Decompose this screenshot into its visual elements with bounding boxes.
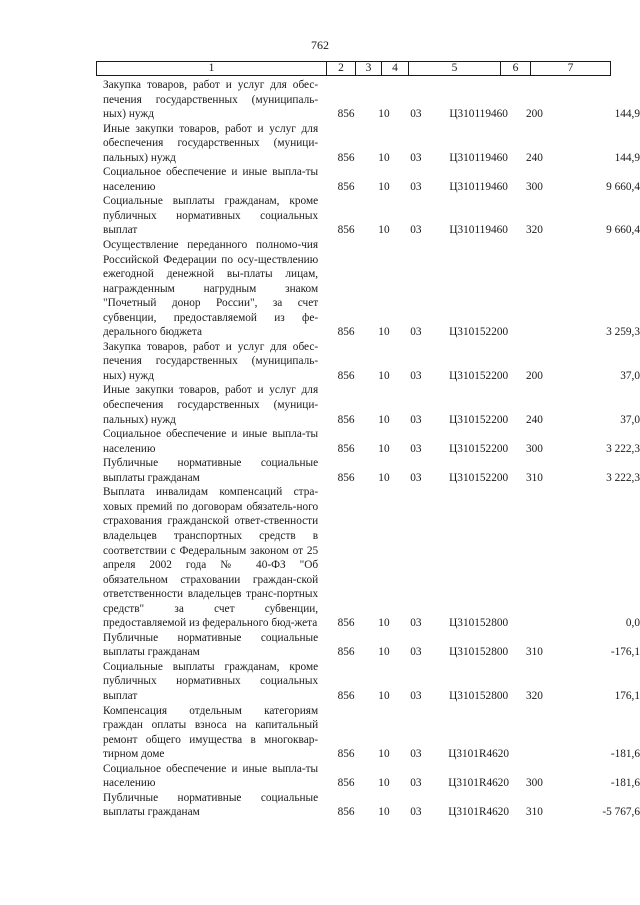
cell-subsection: 03 (410, 442, 422, 455)
cell-target-article: Ц3101R4620 (448, 806, 510, 819)
cell-amount: -5 767,6 (602, 806, 640, 819)
col-header-4: 4 (382, 62, 409, 76)
cell-amount: 176,1 (614, 689, 640, 702)
cell-grbs: 856 (337, 748, 355, 761)
cell-subsection: 03 (410, 689, 422, 702)
cell-grbs: 856 (337, 806, 355, 819)
table-row (0, 165, 640, 194)
cell-section: 10 (378, 442, 390, 455)
page-number: 762 (311, 38, 329, 52)
cell-grbs: 856 (337, 617, 355, 630)
cell-name: Осуществление переданного полномо-чия Российской Федерации по осу-ществлению ежегодной денежной вы-платы лицам, награжденным нагрудным знаком "Почетный донор России", за счет субвенции, предоставляемой из фе-дерального бюджета (103, 239, 319, 339)
cell-expense-type: 300 (525, 777, 543, 790)
col-header-7: 7 (531, 62, 611, 76)
cell-section: 10 (378, 369, 390, 382)
cell-subsection: 03 (410, 413, 422, 426)
cell-target-article: Ц310152200 (449, 471, 509, 484)
cell-expense-type: 240 (525, 413, 543, 426)
cell-subsection: 03 (410, 806, 422, 819)
cell-expense-type: 200 (525, 369, 543, 382)
table-row (0, 762, 640, 791)
cell-expense-type: 310 (525, 471, 543, 484)
table-row (0, 383, 640, 427)
cell-name: Компенсация отдельным категориям граждан оплаты взноса на капитальный ремонт общего имущества в многоквар-тирном доме (103, 704, 319, 761)
cell-subsection: 03 (410, 471, 422, 484)
cell-grbs: 856 (337, 326, 355, 339)
cell-expense-type: 320 (525, 224, 543, 237)
cell-grbs: 856 (337, 689, 355, 702)
cell-target-article: Ц310152800 (449, 689, 509, 702)
cell-grbs: 856 (337, 108, 355, 121)
cell-target-article: Ц310152200 (449, 413, 509, 426)
cell-subsection: 03 (410, 777, 422, 790)
col-header-2: 2 (327, 62, 356, 76)
table-row (0, 238, 640, 340)
cell-section: 10 (378, 689, 390, 702)
cell-name: Социальные выплаты гражданам, кроме публичных нормативных социальных выплат (103, 660, 319, 702)
cell-name: Публичные нормативные социальные выплаты гражданам (103, 631, 319, 659)
cell-amount: 37,0 (620, 369, 640, 382)
cell-grbs: 856 (337, 151, 355, 164)
cell-expense-type: 310 (525, 646, 543, 659)
cell-target-article: Ц310119460 (449, 224, 508, 237)
table-row (0, 340, 640, 384)
cell-section: 10 (378, 413, 390, 426)
cell-subsection: 03 (410, 326, 422, 339)
cell-subsection: 03 (410, 224, 422, 237)
table-row (0, 704, 640, 762)
cell-grbs: 856 (337, 442, 355, 455)
table-row (0, 427, 640, 456)
cell-expense-type: 240 (525, 151, 543, 164)
cell-subsection: 03 (410, 151, 422, 164)
cell-expense-type: 300 (525, 180, 543, 193)
cell-section: 10 (378, 471, 390, 484)
cell-grbs: 856 (337, 471, 355, 484)
cell-target-article: Ц310119460 (449, 180, 508, 193)
cell-section: 10 (378, 224, 390, 237)
cell-section: 10 (378, 180, 390, 193)
table-row (0, 660, 640, 704)
cell-subsection: 03 (410, 646, 422, 659)
cell-amount: -181,6 (610, 748, 640, 761)
cell-target-article: Ц310152800 (449, 646, 509, 659)
cell-name: Иные закупки товаров, работ и услуг для обеспечения государственных (муници-пальных) нужд (103, 384, 319, 426)
cell-subsection: 03 (410, 748, 422, 761)
cell-subsection: 03 (410, 369, 422, 382)
cell-grbs: 856 (337, 369, 355, 382)
cell-target-article: Ц310119460 (449, 151, 508, 164)
cell-name: Публичные нормативные социальные выплаты гражданам (103, 791, 319, 819)
cell-name: Социальное обеспечение и иные выпла-ты населению (103, 428, 319, 455)
table-row (0, 631, 640, 660)
cell-subsection: 03 (410, 108, 422, 121)
cell-name: Выплата инвалидам компенсаций стра-ховых премий по договорам обязатель-ного страхования гражданской ответ-ственности владельцев транспортных средств в соответствии с Федеральным законом от 25 апреля 2002 года № 40-ФЗ "Об обязательном страховании граждан-ской ответственности владельцев транс-портных средств" за счет субвенции, предоставляемой из федерального бюд-жета (103, 486, 319, 630)
table-row (0, 456, 640, 485)
cell-amount: 3 222,3 (606, 442, 640, 455)
cell-amount: -181,6 (610, 777, 640, 790)
cell-grbs: 856 (337, 777, 355, 790)
cell-target-article: Ц310152200 (449, 369, 509, 382)
col-header-1: 1 (97, 62, 327, 76)
col-header-6: 6 (501, 62, 531, 76)
cell-target-article: Ц310152200 (449, 326, 509, 339)
cell-expense-type: 310 (525, 806, 543, 819)
cell-section: 10 (378, 777, 390, 790)
cell-amount: 144,9 (614, 108, 640, 121)
cell-section: 10 (378, 806, 390, 819)
cell-target-article: Ц3101R4620 (448, 777, 510, 790)
cell-amount: 9 660,4 (606, 180, 640, 193)
cell-name: Публичные нормативные социальные выплаты гражданам (103, 457, 319, 484)
cell-amount: 37,0 (620, 413, 640, 426)
cell-subsection: 03 (410, 180, 422, 193)
cell-target-article: Ц310119460 (449, 108, 508, 121)
cell-amount: 0,0 (625, 617, 640, 630)
cell-target-article: Ц310152800 (449, 617, 509, 630)
budget-table-body (0, 78, 640, 820)
table-row (0, 485, 640, 630)
cell-amount: 144,9 (614, 151, 640, 164)
cell-grbs: 856 (337, 180, 355, 193)
table-row (0, 78, 640, 122)
cell-target-article: Ц310152200 (449, 442, 509, 455)
cell-name: Социальные выплаты гражданам, кроме публичных нормативных социальных выплат (103, 195, 319, 237)
cell-name: Социальное обеспечение и иные выпла-ты населению (103, 166, 319, 193)
cell-section: 10 (378, 748, 390, 761)
cell-expense-type: 300 (525, 442, 543, 455)
cell-name: Закупка товаров, работ и услуг для обес-печения государственных (муниципаль-ных) нужд (103, 340, 319, 382)
col-header-5: 5 (409, 62, 501, 76)
cell-amount: 3 222,3 (606, 471, 640, 484)
cell-amount: 3 259,3 (606, 326, 640, 339)
cell-section: 10 (378, 617, 390, 630)
cell-amount: -176,1 (610, 646, 640, 659)
cell-name: Иные закупки товаров, работ и услуг для обеспечения государственных (муници-пальных) нужд (103, 122, 319, 164)
cell-name: Закупка товаров, работ и услуг для обес-печения государственных (муниципаль-ных) нужд (103, 79, 319, 121)
cell-subsection: 03 (410, 617, 422, 630)
cell-name: Социальное обеспечение и иные выпла-ты населению (103, 762, 319, 790)
cell-section: 10 (378, 646, 390, 659)
table-row (0, 194, 640, 238)
cell-section: 10 (378, 326, 390, 339)
cell-expense-type: 320 (525, 689, 543, 702)
cell-target-article: Ц3101R4620 (448, 748, 510, 761)
col-header-3: 3 (356, 62, 382, 76)
cell-grbs: 856 (337, 646, 355, 659)
cell-section: 10 (378, 151, 390, 164)
column-header (96, 61, 611, 76)
cell-amount: 9 660,4 (606, 224, 640, 237)
table-row (0, 122, 640, 166)
cell-section: 10 (378, 108, 390, 121)
cell-grbs: 856 (337, 413, 355, 426)
table-row (0, 791, 640, 820)
cell-expense-type: 200 (525, 108, 543, 121)
cell-grbs: 856 (337, 224, 355, 237)
